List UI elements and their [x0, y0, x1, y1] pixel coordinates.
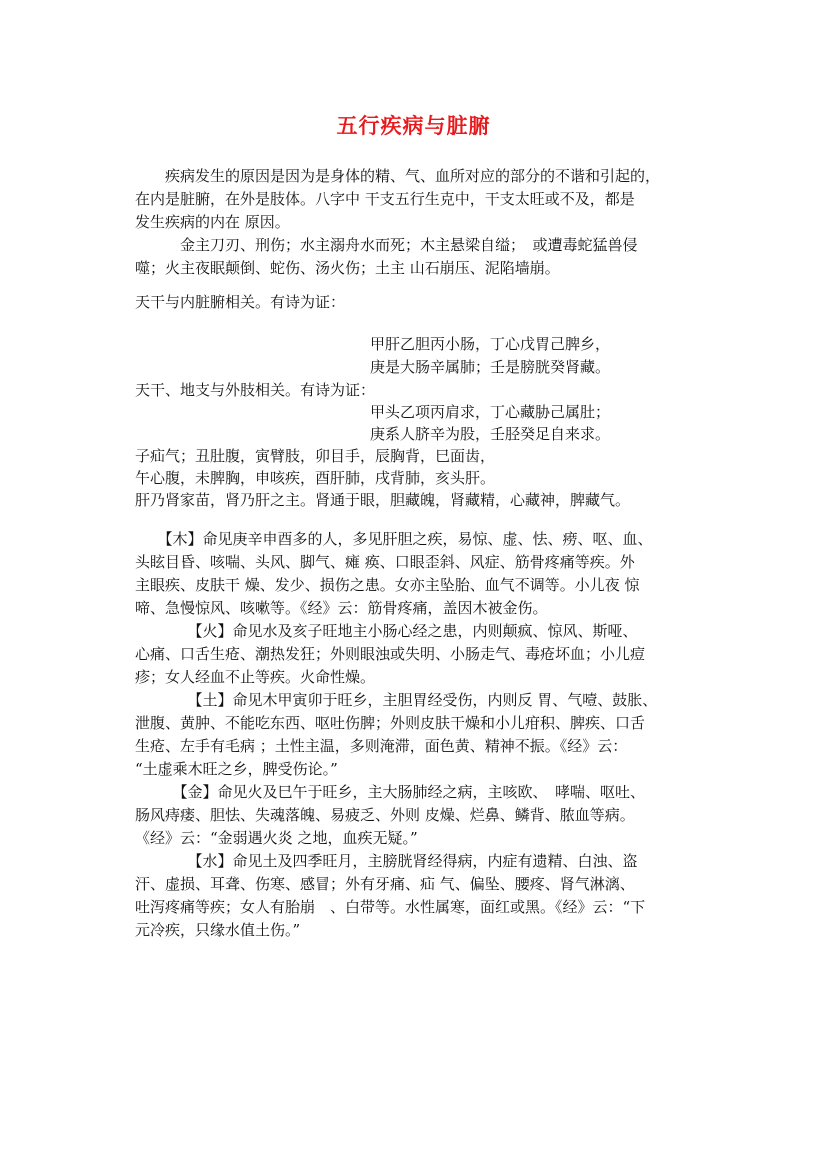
- earth-paragraph: 【土】命见木甲寅卯于旺乡，主胆胃经受伤，内则反 胃、气噎、鼓胀、: [135, 691, 658, 709]
- earth-paragraph: 泄腹、黄肿、不能吃东西、呕吐伤脾；外则皮肤干燥和小儿疳积、脾疾、口舌: [135, 714, 646, 732]
- water-paragraph: 元冷疾，只缘水值土伤。”: [135, 921, 301, 939]
- water-paragraph: 汗、虚损、耳聋、伤寒、感冒；外有牙痛、疝 气、偏坠、腰疼、肾气淋漓、: [135, 875, 635, 893]
- poem-line: 甲头乙项丙肩求，丁心藏胁己属肚；: [370, 403, 611, 421]
- heading-stems: 天干与内脏腑相关。有诗为证：: [135, 293, 346, 311]
- wood-paragraph: 【木】命见庚辛申酉多的人，多见肝胆之疾，易惊、虚、怯、痨、呕、血、: [135, 530, 653, 548]
- page-title: 五行疾病与脏腑: [336, 114, 491, 138]
- heading-branches: 天干、地支与外肢相关。有诗为证：: [135, 381, 376, 399]
- intro-line: 发生疾病的内在 原因。: [135, 213, 290, 231]
- intro-line: 在内是脏腑，在外是肢体。八字中 干支五行生克中，干支太旺或不及，都是: [135, 190, 635, 208]
- water-paragraph: 吐泻疼痛等疾；女人有胎崩 、白带等。水性属寒，面红或黑。《经》云：“下: [135, 898, 646, 916]
- wood-paragraph: 啼、急慢惊风、咳嗽等。《经》云：筋骨疼痛，盖因木被金伤。: [135, 599, 548, 617]
- poem-line: 庚系人脐辛为股，壬胫癸足自来求。: [370, 425, 611, 443]
- intro-line: 噬；火主夜眠颠倒、蛇伤、汤火伤；土主 山石崩压、泥陷墙崩。: [135, 259, 560, 277]
- fire-paragraph: 心痛、口舌生疮、潮热发狂；外则眼浊或失明、小肠走气、毒疮坏血；小儿痘: [135, 645, 646, 663]
- branch-line: 子疝气；丑肚腹，寅臂肢，卯目手，辰胸背，巳面齿，: [135, 447, 496, 465]
- fire-paragraph: 【火】命见水及亥子旺地主小肠心经之患，内则颠疯、惊风、斯哑、: [135, 622, 638, 640]
- earth-paragraph: 生疮、左手有毛病 ；土性主温，多则淹滞，面色黄、精神不振。《经》云：: [135, 737, 628, 755]
- metal-paragraph: 《经》云：“金弱遇火炎 之地，血疾无疑。”: [135, 829, 418, 847]
- branch-line: 肝乃肾家苗，肾乃肝之主。肾通于眼，胆藏魄，肾藏精，心藏神，脾藏气。: [135, 491, 631, 509]
- poem-line: 庚是大肠辛属肺；壬是膀胱癸肾藏。: [370, 358, 611, 376]
- branch-line: 午心腹，未脾胸，申咳疾，酉肝肺，戌背肺，亥头肝。: [135, 469, 496, 487]
- wood-paragraph: 主眼疾、皮肤干 燥、发少、损伤之患。女亦主坠胎、血气不调等。小儿夜 惊: [135, 576, 640, 594]
- metal-paragraph: 肠风痔瘘、胆怯、失魂落魄、易疲乏、外则 皮燥、烂鼻、鳞背、脓血等病。: [135, 806, 635, 824]
- metal-paragraph: 【金】命见火及巳午于旺乡，主大肠肺经之病，主咳欧、 哮喘、呕吐、: [135, 783, 646, 801]
- fire-paragraph: 疹；女人经血不止等疾。火命性燥。: [135, 668, 376, 686]
- earth-paragraph: “土虚乘木旺之乡，脾受伤论。”: [135, 760, 338, 778]
- intro-line: 疾病发生的原因是因为是身体的精、气、血所对应的部分的不谐和引起的，: [135, 167, 661, 185]
- poem-line: 甲肝乙胆丙小肠，丁心戊胃己脾乡，: [370, 335, 611, 353]
- wood-paragraph: 头眩目昏、咳喘、头风、脚气、瘫 痪、口眼歪斜、风症、筋骨疼痛等疾。外: [135, 553, 635, 571]
- intro-line: 金主刀刃、刑伤；水主溺舟水而死；木主悬梁自缢； 或遭毒蛇猛兽侵: [135, 236, 638, 254]
- water-paragraph: 【水】命见土及四季旺月，主膀胱肾经得病，内症有遗精、白浊、盗: [135, 852, 638, 870]
